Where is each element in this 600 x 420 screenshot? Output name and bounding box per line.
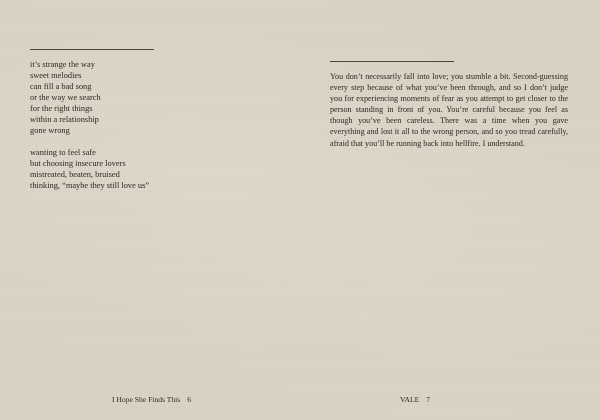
poem-line: thinking, “maybe they still love us” [30, 181, 150, 190]
poem-line: mistreated, beaten, bruised [30, 170, 120, 179]
poem-line: can fill a bad song [30, 82, 92, 91]
running-title: VALE [400, 395, 420, 404]
poem-line: it’s strange the way [30, 60, 95, 69]
poem-line: wanting to feel safe [30, 148, 96, 157]
left-page-footer [112, 395, 191, 404]
poem-line: gone wrong [30, 126, 70, 135]
poem-stanza-1 [30, 59, 280, 136]
poem-line: for the right things [30, 104, 93, 113]
poem-line: or the way we search [30, 93, 101, 102]
poem [30, 59, 280, 202]
prose-paragraph: You don’t necessarily fall into love; you stumble a bit. Second-guessing every step because of what you’ve been through, and so I don’t judge you for experiencing moments of fear as you attempt to get closer to the person standing in front of you. You’re careful because you feel as though you’ve been careless. There was a time when you gave everything and lost it all to the wrong person, and so you tread carefully, afraid that you’ll be running back into hellfire. I understand. [330, 72, 568, 148]
page-number: 7 [426, 395, 431, 404]
right-page-rule [330, 61, 454, 62]
poem-line: but choosing insecure lovers [30, 159, 126, 168]
left-page-rule [30, 49, 154, 50]
page-number: 6 [187, 395, 192, 404]
running-title: I Hope She Finds This [112, 395, 181, 404]
poem-stanza-2 [30, 147, 280, 191]
poem-line: within a relationship [30, 115, 99, 124]
poem-line: sweet melodies [30, 71, 82, 80]
right-page-footer [400, 395, 430, 404]
